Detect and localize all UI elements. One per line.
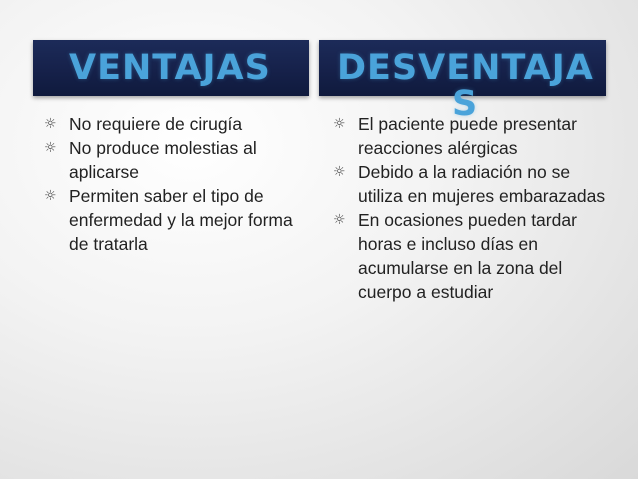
list-item: [44, 112, 306, 136]
desventajas-list: [333, 112, 608, 304]
list-item-text: No produce molestias al aplicarse: [69, 138, 257, 182]
list-item-text: En ocasiones pueden tardar horas e incluso días en acumularse en la zona del cuerpo a estudiar: [358, 210, 577, 302]
list-item: [44, 136, 306, 184]
list-item-text: No requiere de cirugía: [69, 114, 243, 134]
sun-bullet-icon: ☼: [333, 116, 346, 132]
list-item-text: Debido a la radiación no se utiliza en mujeres embarazadas: [358, 162, 606, 206]
desventajas-title: DESVENTAJA: [337, 48, 594, 88]
ventajas-header: [33, 40, 309, 96]
ventajas-title: VENTAJAS: [69, 48, 271, 88]
sun-bullet-icon: ☼: [44, 116, 57, 132]
sun-bullet-icon: ☼: [44, 188, 57, 204]
ventajas-list: [44, 112, 306, 256]
desventajas-title-overflow: S: [452, 84, 478, 124]
sun-bullet-icon: ☼: [44, 140, 57, 156]
list-item-text: El paciente puede presentar reacciones alérgicas: [358, 114, 577, 158]
list-item: [44, 184, 306, 256]
list-item: [333, 208, 608, 304]
list-item: [333, 160, 608, 208]
list-item: [333, 112, 608, 160]
sun-bullet-icon: ☼: [333, 212, 346, 228]
sun-bullet-icon: ☼: [333, 164, 346, 180]
list-item-text: Permiten saber el tipo de enfermedad y la mejor forma de tratarla: [69, 186, 293, 254]
